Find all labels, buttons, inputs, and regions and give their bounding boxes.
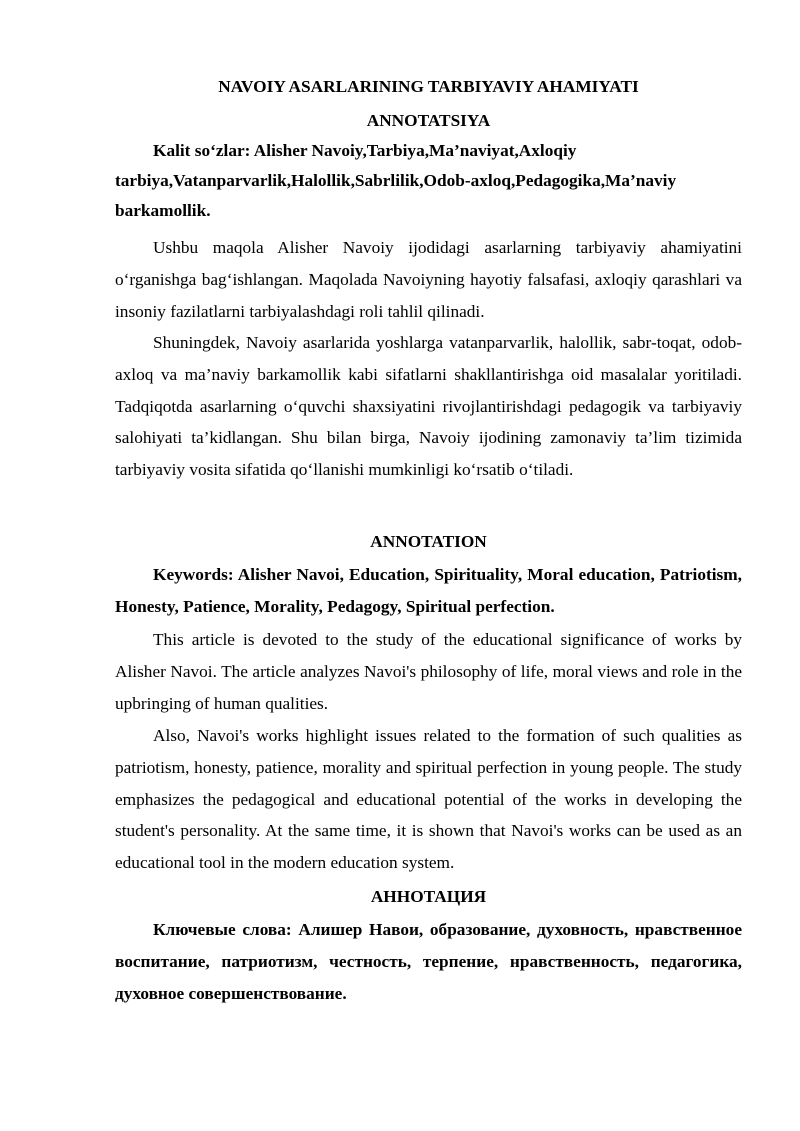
uz-keywords-line-3: barkamollik. bbox=[115, 201, 211, 220]
uz-annotation-heading: ANNOTATSIYA bbox=[366, 111, 491, 130]
uz-paragraph-2: Shuningdek, Navoiy asarlarida yoshlarga vatanparvarlik, halollik, sabr-toqat, odob-axloq va ma’naviy barkamollik kabi sifatlarni shakllantirishga oid masalalar yoritiladi. Tadqiqotda asarlarning o‘quvchi shaxsiyatini rivojlantirishdagi pedagogik va tarbiyaviy salohiyati ta’kidlangan. Shu bilan birga, Navoiy ijodining zamonaviy ta’lim tizimida tarbiyaviy vosita sifatida qo‘llanishi mumkinligi ko‘rsatib o‘tiladi. bbox=[115, 333, 742, 480]
uz-keywords-line-1: Kalit so‘zlar: Alisher Navoiy,Tarbiya,Ma’naviyat,Axloqiy bbox=[153, 141, 577, 160]
en-keywords: Keywords: Alisher Navoi, Education, Spirituality, Moral education, Patriotism, Honesty, Patience, Morality, Pedagogy, Spiritual perfection. bbox=[115, 565, 742, 616]
uz-keywords bbox=[115, 136, 742, 226]
ru-annotation-heading: АННОТАЦИЯ bbox=[370, 887, 487, 906]
en-paragraph-1: This article is devoted to the study of the educational significance of works by Alisher Navoi. The article analyzes Navoi's philosophy of life, moral views and role in the upbringing of human qualities. bbox=[115, 630, 742, 713]
article-title: NAVOIY ASARLARINING TARBIYAVIY AHAMIYATI bbox=[218, 77, 639, 96]
en-annotation-heading: ANNOTATION bbox=[370, 532, 487, 551]
ru-keywords: Ключевые слова: Алишер Навои, образование, духовность, нравственное воспитание, патриотизм, честность, терпение, нравственность, педагогика, духовное совершенствование. bbox=[115, 920, 742, 1003]
uz-paragraph-1: Ushbu maqola Alisher Navoiy ijodidagi asarlarning tarbiyaviy ahamiyatini o‘rganishga bag‘ishlangan. Maqolada Navoiyning hayotiy falsafasi, axloqiy qarashlari va insoniy fazilatlarni tarbiyalashdagi roli tahlil qilinadi. bbox=[115, 238, 742, 321]
en-paragraph-2: Also, Navoi's works highlight issues related to the formation of such qualities as patriotism, honesty, patience, morality and spiritual perfection in young people. The study emphasizes the pedagogical and educational potential of the works in developing the student's personality. At the same time, it is shown that Navoi's works can be used as an educational tool in the modern education system. bbox=[115, 726, 742, 873]
uz-keywords-line-2: tarbiya,Vatanparvarlik,Halollik,Sabrlilik,Odob-axloq,Pedagogika,Ma’naviy bbox=[115, 171, 677, 190]
